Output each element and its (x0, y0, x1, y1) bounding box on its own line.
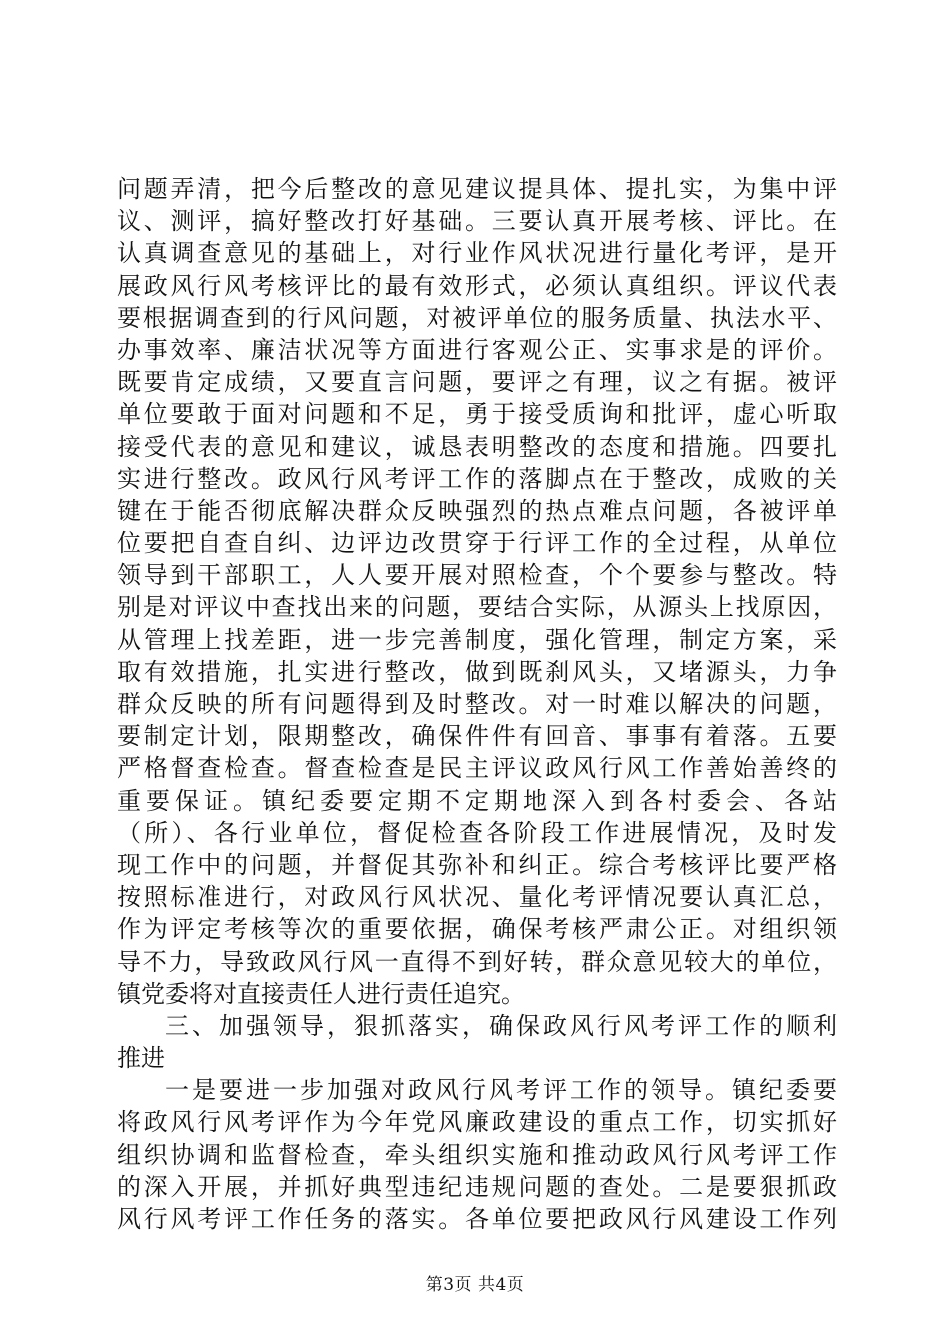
text-line: 问题弄清，把今后整改的意见建议提具体、提扎实，为集中评 (117, 175, 837, 203)
page-footer: 第3页 共4页 (425, 1275, 525, 1295)
text-line: 既要肯定成绩，又要直言问题，要评之有理，议之有据。被评 (117, 368, 837, 397)
text-line: 实进行整改。政风行风考评工作的落脚点在于整改，成败的关 (117, 464, 837, 493)
text-line: 别是对评议中查找出来的问题，要结合实际，从源头上找原因， (117, 593, 837, 622)
text-line: 作为评定考核等次的重要依据，确保考核严肃公正。对组织领 (117, 915, 837, 944)
text-line: 推进 (117, 1044, 165, 1073)
text-line: （所）、各行业单位，督促检查各阶段工作进展情况，及时发 (117, 818, 837, 847)
text-line: 办事效率、廉洁状况等方面进行客观公正、实事求是的评价。 (117, 335, 837, 364)
text-line: 将政风行风考评作为今年党风廉政建设的重点工作，切实抓好 (117, 1108, 837, 1137)
text-line: 接受代表的意见和建议，诚恳表明整改的态度和措施。四要扎 (117, 432, 837, 461)
text-line: 按照标准进行，对政风行风状况、量化考评情况要认真汇总， (117, 883, 837, 912)
text-line: 展政风行风考核评比的最有效形式，必须认真组织。评议代表 (117, 271, 837, 300)
text-line: 镇党委将对直接责任人进行责任追究。 (117, 979, 525, 1008)
text-line: 领导到干部职工，人人要开展对照检查，个个要参与整改。特 (117, 561, 837, 590)
text-line: 风行风考评工作任务的落实。各单位要把政风行风建设工作列 (117, 1205, 837, 1233)
text-line: 现工作中的问题，并督促其弥补和纠正。综合考核评比要严格 (117, 850, 837, 879)
text-line: 导不力，导致政风行风一直得不到好转，群众意见较大的单位， (117, 947, 837, 976)
text-line: 要根据调查到的行风问题，对被评单位的服务质量、执法水平、 (117, 303, 837, 332)
text-line: 键在于能否彻底解决群众反映强烈的热点难点问题，各被评单 (117, 496, 837, 525)
text-line: 位要把自查自纠、边评边改贯穿于行评工作的全过程，从单位 (117, 529, 837, 558)
text-line: 单位要敢于面对问题和不足，勇于接受质询和批评，虚心听取 (117, 400, 837, 429)
text-line: 要制定计划，限期整改，确保件件有回音、事事有着落。五要 (117, 722, 837, 751)
text-line: 从管理上找差距，进一步完善制度，强化管理，制定方案，采 (117, 625, 837, 654)
text-line: 认真调查意见的基础上，对行业作风状况进行量化考评，是开 (117, 239, 837, 268)
text-line: 重要保证。镇纪委要定期不定期地深入到各村委会、各站 (117, 786, 837, 815)
text-line: 严格督查检查。督查检查是民主评议政风行风工作善始善终的 (117, 754, 837, 783)
text-line: 议、测评，搞好整改打好基础。三要认真开展考核、评比。在 (117, 207, 837, 236)
text-line: 的深入开展，并抓好典型违纪违规问题的查处。二是要狠抓政 (117, 1172, 837, 1201)
text-line: 群众反映的所有问题得到及时整改。对一时难以解决的问题， (117, 690, 837, 718)
text-line: 三、加强领导，狠抓落实，确保政风行风考评工作的顺利 (165, 1011, 837, 1040)
document-body (117, 173, 837, 1235)
text-line: 组织协调和监督检查，牵头组织实施和推动政风行风考评工作 (117, 1140, 837, 1169)
text-line: 一是要进一步加强对政风行风考评工作的领导。镇纪委要 (165, 1076, 837, 1105)
text-line: 取有效措施，扎实进行整改，做到既刹风头，又堵源头，力争 (117, 657, 837, 686)
